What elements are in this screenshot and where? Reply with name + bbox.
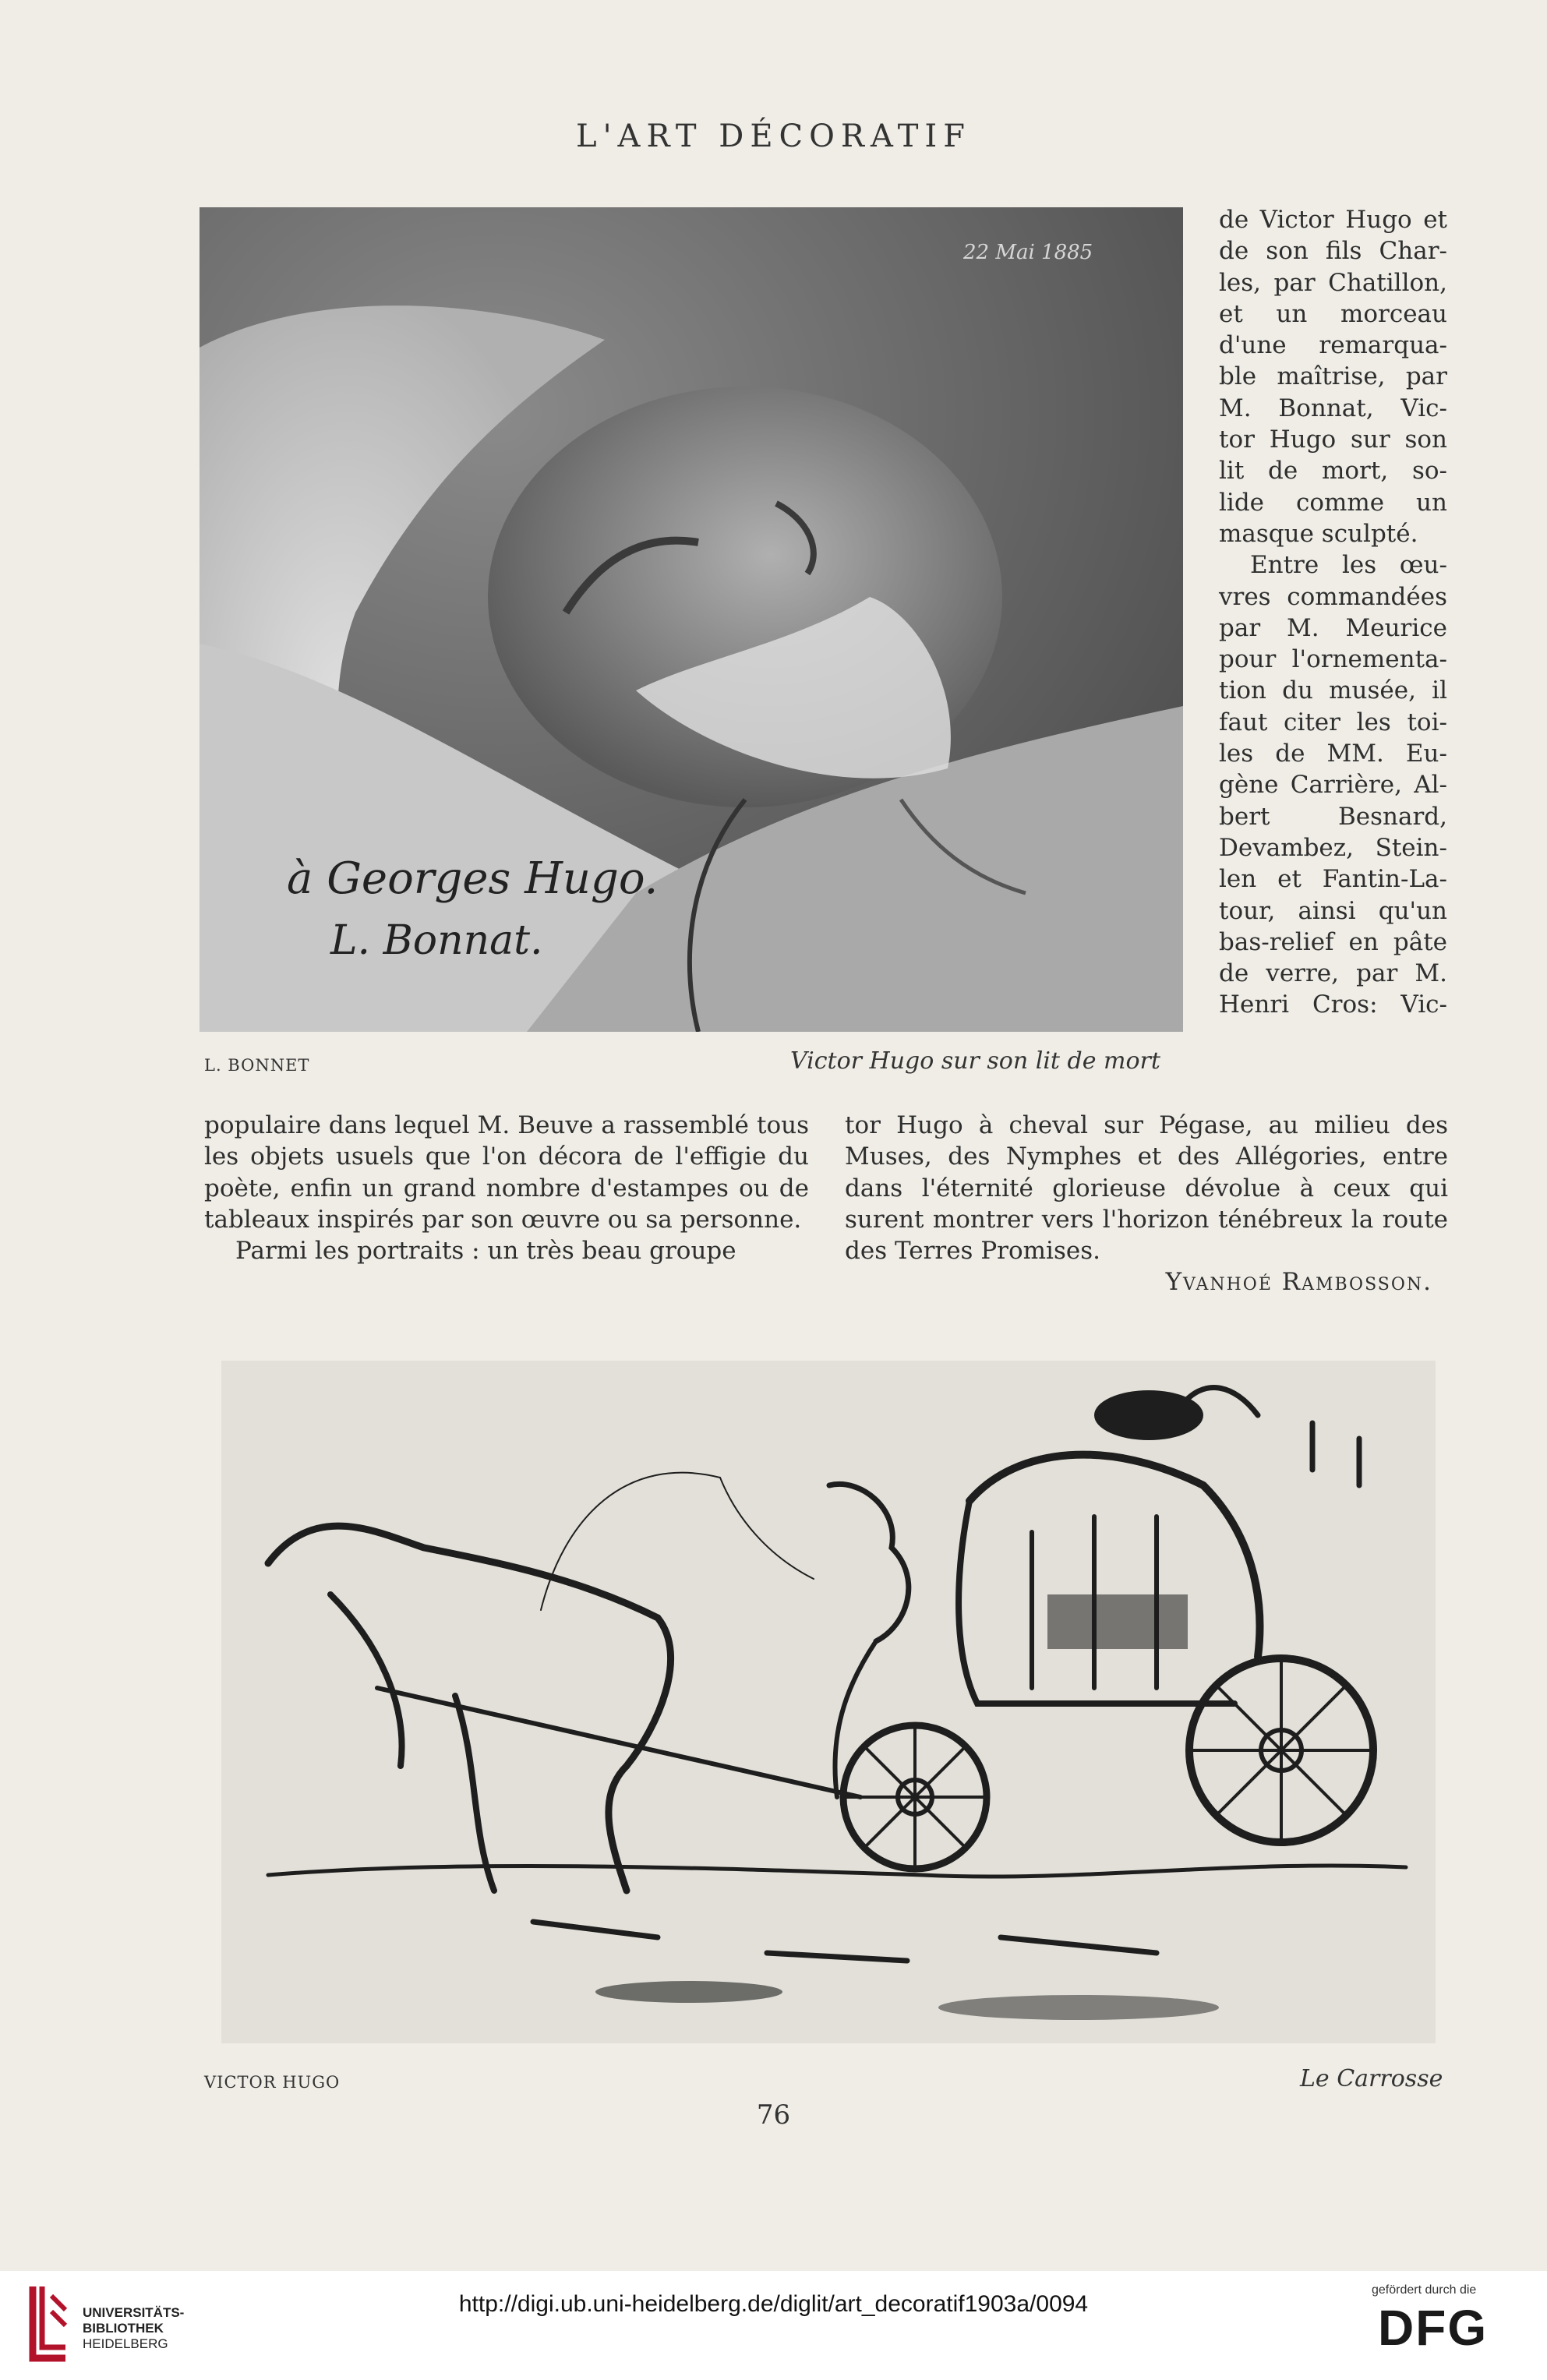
page-number: 76 <box>756 2099 791 2131</box>
column-line: vres commandées <box>1219 582 1447 611</box>
column-line: pour l'ornementa- <box>1219 645 1447 674</box>
date-inscription: 22 Mai 1885 <box>963 241 1093 264</box>
funding-note: gefördert durch die <box>1372 2283 1477 2297</box>
column-line: les, par Chatillon, <box>1219 268 1447 297</box>
signature-inscription: L. Bonnat. <box>330 917 543 964</box>
portrait-photo <box>200 207 1183 1032</box>
author-signature: Yvanhoé Rambosson. <box>1165 1268 1432 1297</box>
left-text-column <box>204 1110 809 1266</box>
column-line: tor Hugo sur son <box>1219 426 1447 454</box>
column-line: tion du musée, il <box>1219 676 1447 705</box>
document-url-link[interactable]: http://digi.ub.uni-heidelberg.de/diglit/art_decoratif1903a/0094 <box>458 2291 1089 2317</box>
dfg-logo: DFG <box>1378 2300 1489 2356</box>
column-line: bas-relief en pâte <box>1219 927 1447 956</box>
column-line: masque sculpté. <box>1219 519 1418 548</box>
university-line: UNIVERSITÄTS- <box>83 2305 185 2320</box>
column-line: et un morceau <box>1219 299 1447 328</box>
portrait-illustration <box>200 207 1183 1032</box>
figure1-title: Victor Hugo sur son lit de mort <box>790 1047 1160 1075</box>
university-line: HEIDELBERG <box>83 2336 168 2351</box>
column-line: Entre les œu- <box>1250 551 1447 580</box>
column-line: par M. Meurice <box>1219 613 1447 642</box>
figure1-artist: L. BONNET <box>204 1056 310 1075</box>
column-line: de son fils Char- <box>1219 237 1447 266</box>
column-line: ble maîtrise, par <box>1219 362 1447 391</box>
column-line: M. Bonnat, Vic- <box>1219 394 1447 422</box>
column-line: de Victor Hugo et <box>1219 206 1447 234</box>
paragraph: populaire dans lequel M. Beuve a rassemblé tous les objets usuels que l'on décora de l'effigie du poète, enfin un grand nombre d'estampes ou de tableaux inspirés par son œuvre ou sa personne. <box>204 1111 809 1234</box>
column-line: faut citer les toi- <box>1219 708 1447 736</box>
carriage-illustration <box>221 1361 1436 2043</box>
carriage-drawing <box>221 1361 1436 2043</box>
column-line: lit de mort, so- <box>1219 457 1447 486</box>
page-title: L'ART DÉCORATIF <box>576 118 971 154</box>
footer-bar <box>0 2271 1547 2380</box>
right-text-column <box>845 1110 1448 1298</box>
column-line: bert Besnard, <box>1219 802 1447 831</box>
paragraph: Parmi les portraits : un très beau groupe <box>235 1237 736 1266</box>
figure2-artist: VICTOR HUGO <box>204 2073 341 2092</box>
column-line: d'une remarqua- <box>1219 331 1447 360</box>
narrow-text-column <box>1219 204 1447 1021</box>
column-line: Henri Cros: Vic- <box>1219 990 1447 1019</box>
figure2-title: Le Carrosse <box>1300 2065 1443 2092</box>
column-line: lide comme un <box>1219 488 1447 517</box>
column-line: de verre, par M. <box>1219 959 1447 988</box>
dedication-inscription: à Georges Hugo. <box>287 853 659 904</box>
column-line: len et Fantin-La- <box>1219 865 1447 894</box>
column-line: gène Carrière, Al- <box>1219 771 1447 800</box>
column-line: tour, ainsi qu'un <box>1219 896 1447 925</box>
paragraph: tor Hugo à cheval sur Pégase, au milieu des Muses, des Nymphes et des Allégories, entre dans l'éternité glorieuse dévolue à ceux qui surent montrer vers l'horizon ténébreux la route des Terres Promises. <box>845 1111 1448 1266</box>
column-line: Devambez, Stein- <box>1219 833 1447 862</box>
column-line: les de MM. Eu- <box>1219 740 1447 768</box>
university-line: BIBLIOTHEK <box>83 2321 164 2336</box>
